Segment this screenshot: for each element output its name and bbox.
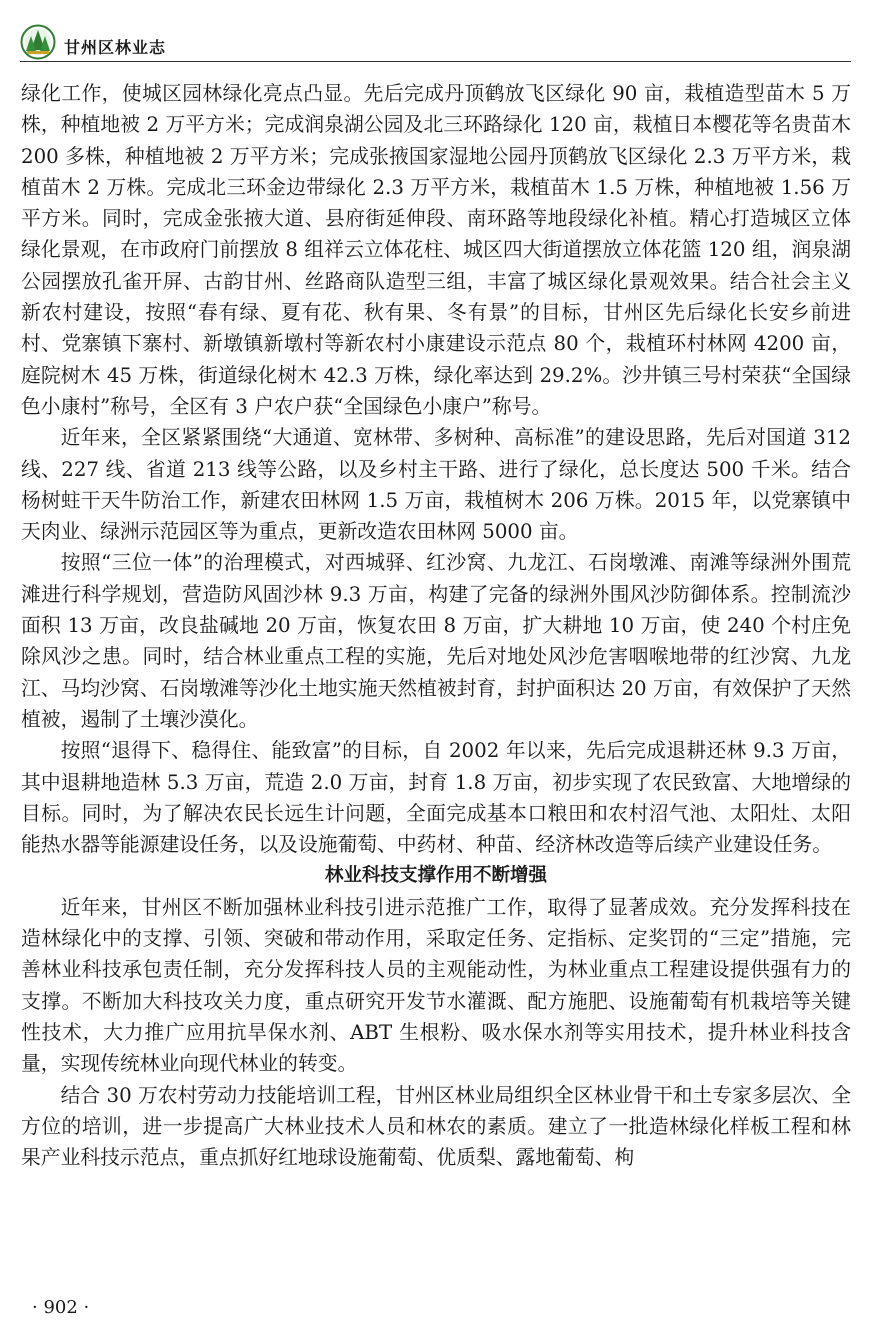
page-body [21, 78, 851, 1173]
pine-forest-logo-icon [20, 24, 56, 60]
header-rule [20, 61, 851, 62]
paragraph: 近年来，全区紧紧围绕“大通道、宽林带、多树种、高标准”的建设思路，先后对国道 312 线、227 线、省道 213 线等公路，以及乡村主干路、进行了绿化，总长度达 500 千米。结合杨树蛀干天牛防治工作，新建农田林网 1.5 万亩，栽植树木 206 万株。2015 年，以党寨镇中天肉业、绿洲示范园区等为重点，更新改造农田林网 5000 亩。 [21, 426, 851, 544]
book-title: 甘州区林业志 [64, 38, 167, 57]
paragraph: 按照“三位一体”的治理模式，对西城驿、红沙窝、九龙江、石岗墩滩、南滩等绿洲外围荒滩进行科学规划，营造防风固沙林 9.3 万亩，构建了完备的绿洲外围风沙防御体系。控制流沙面积 13 万亩，改良盐碱地 20 万亩，恢复农田 8 万亩，扩大耕地 10 万亩，使 240 个村庄免除风沙之患。同时，结合林业重点工程的实施，先后对地处风沙危害咽喉地带的红沙窝、九龙江、马均沙窝、石岗墩滩等沙化土地实施天然植被封育，封护面积达 20 万亩，有效保护了天然植被，遏制了土壤沙漠化。 [21, 551, 851, 731]
page-header [20, 24, 851, 64]
paragraph-continued: 绿化工作，使城区园林绿化亮点凸显。先后完成丹顶鹤放飞区绿化 90 亩，栽植造型苗木 5 万株，种植地被 2 万平方米；完成润泉湖公园及北三环路绿化 120 亩，栽植日本樱花等名贵苗木 200 多株，种植地被 2 万平方米；完成张掖国家湿地公园丹顶鹤放飞区绿化 2.3 万平方米，栽植苗木 2 万株。完成北三环金边带绿化 2.3 万平方米，栽植苗木 1.5 万株，种植地被 1.56 万平方米。同时，完成金张掖大道、县府街延伸段、南环路等地段绿化补植。精心打造城区立体绿化景观，在市政府门前摆放 8 组祥云立体花柱、城区四大街道摆放立体花篮 120 组，润泉湖公园摆放孔雀开屏、古韵甘州、丝路商队造型三组，丰富了城区绿化景观效果。结合社会主义新农村建设，按照“春有绿、夏有花、秋有果、冬有景”的目标，甘州区先后绿化长安乡前进村、党寨镇下寨村、新墩镇新墩村等新农村小康建设示范点 80 个，栽植环村林网 4200 亩，庭院树木 45 万株，街道绿化树木 42.3 万株，绿化率达到 29.2%。沙井镇三号村荣获“全国绿色小康村”称号，全区有 3 户农户获“全国绿色小康户”称号。 [21, 82, 851, 418]
section-heading: 林业科技支撑作用不断增强 [324, 865, 547, 887]
page-number: · 902 · [32, 1297, 90, 1318]
paragraph: 按照“退得下、稳得住、能致富”的目标，自 2002 年以来，先后完成退耕还林 9.3 万亩，其中退耕地造林 5.3 万亩，荒造 2.0 万亩，封育 1.8 万亩，初步实现了农民致富、大地增绿的目标。同时，为了解决农民长远生计问题，全面完成基本口粮田和农村沼气池、太阳灶、太阳能热水器等能源建设任务，以及设施葡萄、中药材、种苗、经济林改造等后续产业建设任务。 [21, 739, 851, 857]
paragraph: 近年来，甘州区不断加强林业科技引进示范推广工作，取得了显著成效。充分发挥科技在造林绿化中的支撑、引领、突破和带动作用，采取定任务、定指标、定奖罚的“三定”措施，完善林业科技承包责任制，充分发挥科技人员的主观能动性，为林业重点工程建设提供强有力的支撑。不断加大科技攻关力度，重点研究开发节水灌溉、配方施肥、设施葡萄有机栽培等关键性技术，大力推广应用抗旱保水剂、ABT 生根粉、吸水保水剂等实用技术，提升林业科技含量，实现传统林业向现代林业的转变。 [21, 895, 851, 1076]
paragraph: 结合 30 万农村劳动力技能培训工程，甘州区林业局组织全区林业骨干和土专家多层次、全方位的培训，进一步提高广大林业技术人员和林农的素质。建立了一批造林绿化样板工程和林果产业科技示范点，重点抓好红地球设施葡萄、优质梨、露地葡萄、枸 [21, 1083, 851, 1170]
